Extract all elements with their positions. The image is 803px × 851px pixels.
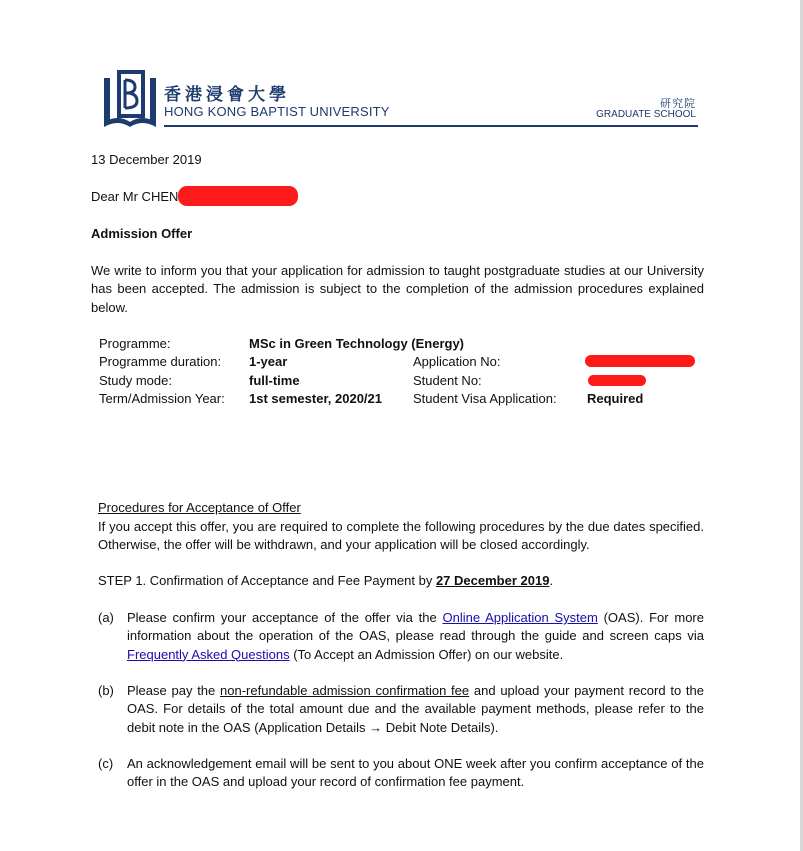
item-b-text	[127, 682, 704, 737]
letter-subject: Admission Offer	[91, 226, 193, 241]
graduate-school-english: GRADUATE SCHOOL	[596, 109, 696, 120]
step1-prefix: STEP 1. Confirmation of Acceptance and Fee Payment by	[98, 573, 436, 588]
item-c-marker: (c)	[98, 756, 114, 771]
hkbu-logo-icon	[102, 70, 158, 130]
item-a-marker: (a)	[98, 610, 114, 625]
item-a-text3: (To Accept an Admission Offer) on our website.	[289, 646, 564, 662]
visa-label: Student Visa Application:	[413, 391, 557, 406]
online-application-system-link[interactable]: Online Application System	[442, 610, 598, 625]
application-no-label: Application No:	[413, 354, 501, 369]
item-a-text2: (OAS). For more information about the operation of the OAS, please read through the guide and screen caps via	[127, 610, 704, 644]
study-mode-value: full-time	[249, 373, 300, 388]
item-b-marker: (b)	[98, 683, 114, 698]
salutation: Dear Mr CHEN	[91, 189, 179, 204]
programme-value: MSc in Green Technology (Energy)	[249, 336, 465, 351]
university-name-chinese: 香港浸會大學	[164, 85, 290, 105]
graduate-school-chinese: 研究院	[660, 97, 696, 110]
item-a-text	[127, 609, 704, 664]
procedures-intro: If you accept this offer, you are required to complete the following procedures by the due dates specified. Otherwise, the offer will be withdrawn, and your application will be closed accordingly.	[98, 519, 704, 553]
letterhead	[102, 70, 698, 132]
redaction-name	[178, 186, 298, 206]
redaction-student-no	[588, 375, 646, 386]
procedures-heading: Procedures for Acceptance of Offer	[98, 500, 301, 515]
term-value: 1st semester, 2020/21	[249, 391, 382, 406]
duration-value: 1-year	[249, 354, 288, 369]
step1-suffix: .	[549, 573, 554, 588]
student-no-label: Student No:	[413, 373, 482, 388]
visa-value: Required	[587, 391, 644, 406]
redaction-application-no	[585, 355, 695, 367]
study-mode-label: Study mode:	[99, 373, 172, 388]
faq-link[interactable]: Frequently Asked Questions	[127, 646, 290, 662]
item-b-text2: and upload your payment record to the OAS. For details of the total amount due and the available payment methods, please refer to the debit note in the OAS (Application Details	[127, 683, 704, 735]
duration-label: Programme duration:	[99, 354, 222, 369]
item-a-text1: Please confirm your acceptance of the offer via the	[127, 610, 443, 625]
item-c-text: An acknowledgement email will be sent to you about ONE week after you confirm acceptance of the offer in the OAS and upload your record of confirmation fee payment.	[127, 756, 704, 790]
header-divider	[164, 125, 698, 127]
item-b-text3: Debit Note Details).	[382, 719, 499, 735]
university-name-english: HONG KONG BAPTIST UNIVERSITY	[164, 104, 390, 119]
confirmation-fee-text: non-refundable admission confirmation fee	[220, 683, 470, 698]
item-b-text1: Please pay the	[127, 683, 221, 698]
letter-date: 13 December 2019	[91, 152, 202, 167]
step1-line	[98, 572, 553, 590]
step1-due-date: 27 December 2019	[435, 573, 550, 588]
intro-paragraph: We write to inform you that your application for admission to taught postgraduate studies at our University has been accepted. The admission is subject to the completion of the admission procedures explained below.	[91, 263, 704, 315]
programme-label: Programme:	[99, 336, 171, 351]
term-label: Term/Admission Year:	[99, 391, 225, 406]
right-arrow-icon: →	[369, 719, 383, 735]
